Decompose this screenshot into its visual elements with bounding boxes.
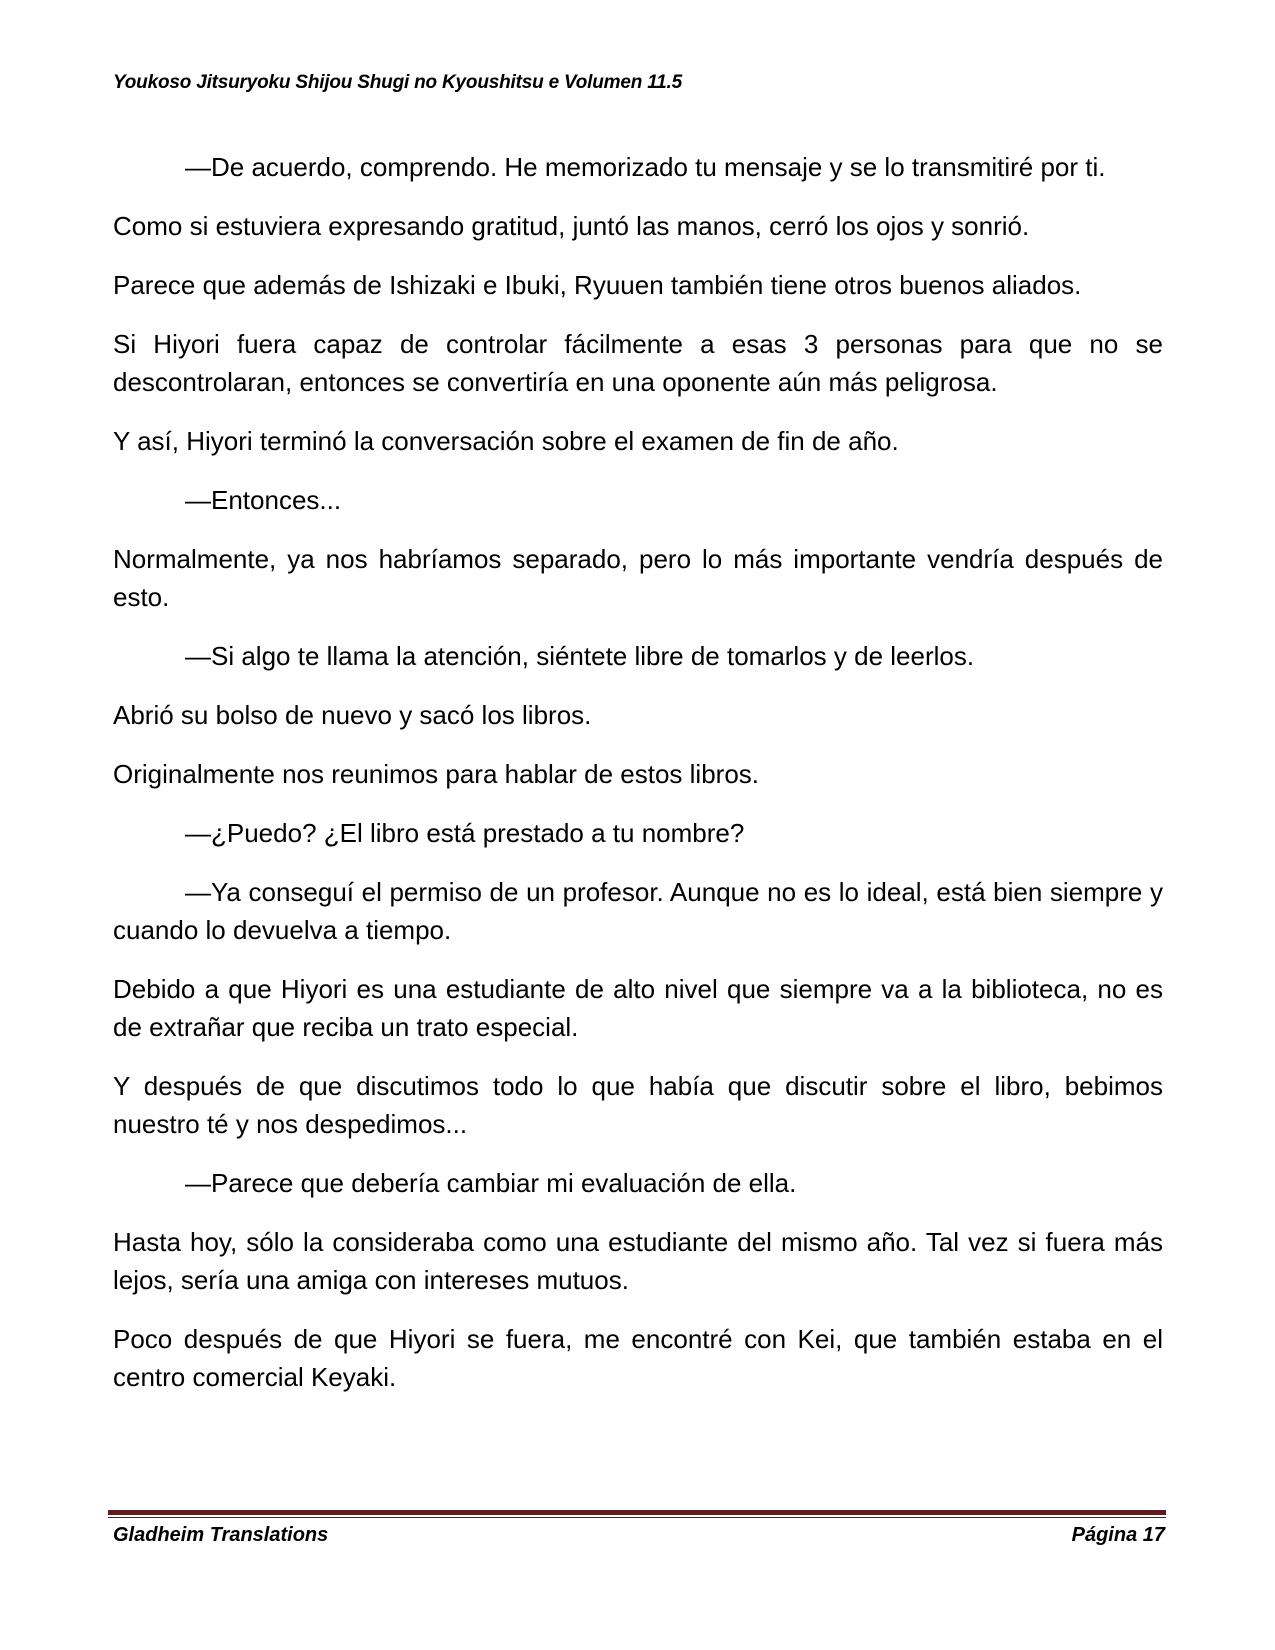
paragraph: Como si estuviera expresando gratitud, juntó las manos, cerró los ojos y sonrió. bbox=[113, 211, 1030, 241]
paragraph: —Parece que debería cambiar mi evaluación de ella. bbox=[185, 1168, 797, 1198]
paragraph: Debido a que Hiyori es una estudiante de alto nivel que siempre va a la biblioteca, no es de extrañar que reciba un trato especial. bbox=[113, 974, 1163, 1042]
paragraph: Normalmente, ya nos habríamos separado, pero lo más importante vendría después de esto. bbox=[113, 544, 1163, 612]
paragraph: —¿Puedo? ¿El libro está prestado a tu nombre? bbox=[185, 818, 745, 848]
paragraph: Y después de que discutimos todo lo que había que discutir sobre el libro, bebimos nuestro té y nos despedimos... bbox=[113, 1071, 1163, 1139]
paragraph: —Entonces... bbox=[185, 485, 342, 515]
body-text bbox=[113, 148, 1163, 1417]
paragraph: —Si algo te llama la atención, siéntete libre de tomarlos y de leerlos. bbox=[185, 641, 975, 671]
paragraph: —Ya conseguí el permiso de un profesor. Aunque no es lo ideal, está bien siempre y cuando lo devuelva a tiempo. bbox=[113, 877, 1163, 945]
paragraph: Abrió su bolso de nuevo y sacó los libros. bbox=[113, 700, 592, 730]
footer-divider-thick bbox=[108, 1510, 1166, 1515]
paragraph: Parece que además de Ishizaki e Ibuki, Ryuuen también tiene otros buenos aliados. bbox=[113, 270, 1082, 300]
page-header-title: Youkoso Jitsuryoku Shijou Shugi no Kyoushitsu e Volumen 11.5 bbox=[113, 72, 682, 93]
paragraph: —De acuerdo, comprendo. He memorizado tu mensaje y se lo transmitiré por ti. bbox=[185, 152, 1106, 182]
paragraph: Hasta hoy, sólo la consideraba como una estudiante del mismo año. Tal vez si fuera más lejos, sería una amiga con intereses mutuos. bbox=[113, 1227, 1163, 1295]
footer-divider-thin bbox=[108, 1517, 1166, 1518]
footer-page-number: Página 17 bbox=[1071, 1524, 1165, 1546]
paragraph: Originalmente nos reunimos para hablar de estos libros. bbox=[113, 759, 760, 789]
footer-publisher: Gladheim Translations bbox=[113, 1524, 329, 1546]
paragraph: Si Hiyori fuera capaz de controlar fácilmente a esas 3 personas para que no se descontrolaran, entonces se convertiría en una oponente aún más peligrosa. bbox=[113, 329, 1163, 397]
paragraph: Poco después de que Hiyori se fuera, me encontré con Kei, que también estaba en el centro comercial Keyaki. bbox=[113, 1324, 1163, 1392]
paragraph: Y así, Hiyori terminó la conversación sobre el examen de fin de año. bbox=[113, 426, 899, 456]
footer-divider bbox=[108, 1510, 1166, 1519]
